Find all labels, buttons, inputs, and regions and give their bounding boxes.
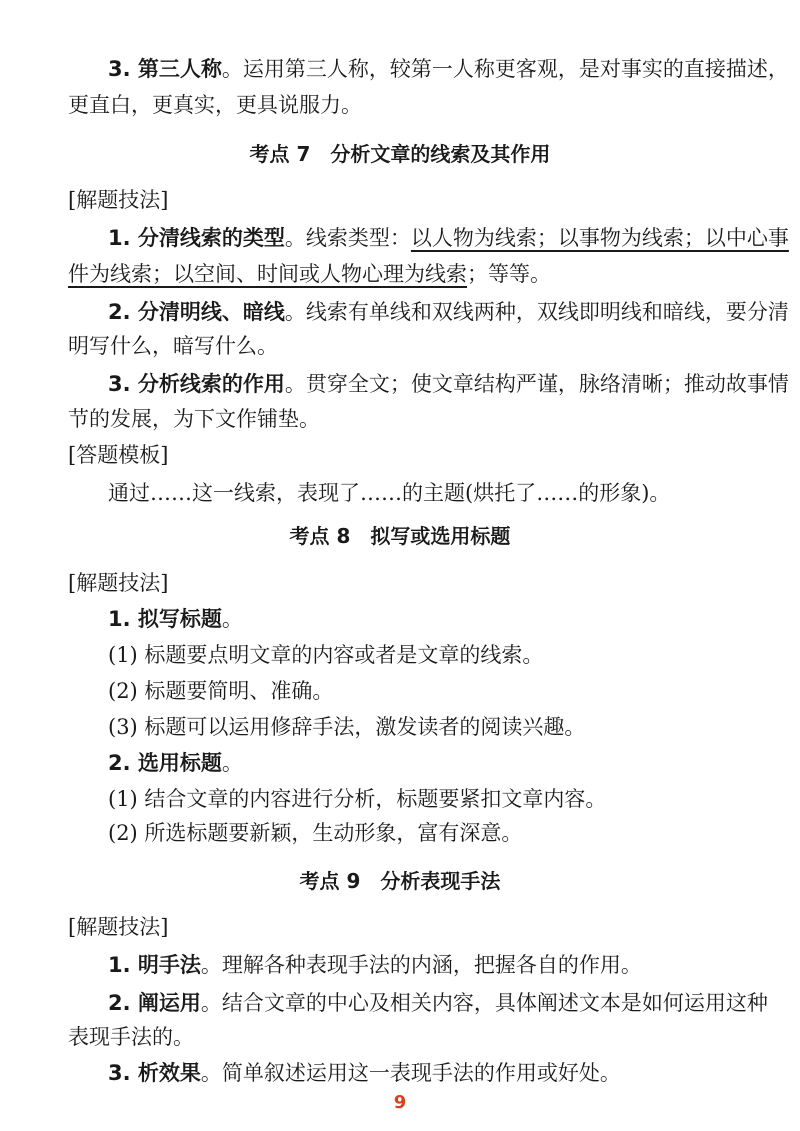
item-text: 。运用第三人称，较第一人称更客观，是对事实的直接描述，: [221, 57, 789, 81]
tag-jieti-jifa: [解题技法]: [68, 571, 169, 595]
item-text: 。线索类型：: [284, 226, 411, 250]
section-title-9: 考点 9 分析表现手法: [299, 869, 501, 893]
item-label: 2. 阐运用: [108, 991, 201, 1015]
item-label: 2. 选用标题: [108, 751, 222, 775]
item-label: 1. 明手法: [108, 953, 201, 977]
tag-jieti-jifa: [解题技法]: [68, 188, 169, 212]
section-title-7: 考点 7 分析文章的线索及其作用: [249, 142, 551, 166]
item-label: 1. 分清线索的类型: [108, 226, 285, 250]
point-2-clue-lines: [108, 297, 789, 327]
text-line: 节的发展，为下文作铺垫。: [68, 407, 320, 431]
item-text: 。贯穿全文；使文章结构严谨，脉络清晰；推动故事情: [284, 372, 789, 396]
item-text: 。线索有单线和双线两种，双线即明线和暗线，要分清: [284, 300, 789, 324]
page-number: 9: [393, 1092, 407, 1113]
text-line: 更直白，更真实，更具说服力。: [68, 93, 362, 117]
item-label: 3. 分析线索的作用: [108, 372, 285, 396]
sub-item: (2) 所选标题要新颖，生动形象，富有深意。: [108, 821, 523, 845]
item-text: 。: [221, 751, 243, 775]
point-3-clue-function: [108, 369, 789, 399]
answer-template: 通过……这一线索，表现了……的主题(烘托了……的形象)。: [108, 481, 671, 505]
point-1-write-title: [108, 604, 738, 634]
text-line: 表现手法的。: [68, 1025, 194, 1049]
point-3-third-person: [108, 54, 789, 84]
point-1-identify-technique: [108, 950, 738, 980]
item-text: 。简单叙述运用这一表现手法的作用或好处。: [200, 1061, 621, 1085]
item-label: 1. 拟写标题: [108, 607, 222, 631]
item-text: 。理解各种表现手法的内涵，把握各自的作用。: [200, 953, 642, 977]
point-3-analyze-effect: [108, 1058, 738, 1088]
sub-item: (1) 标题要点明文章的内容或者是文章的线索。: [108, 643, 544, 667]
item-text: 。: [221, 607, 243, 631]
section-title-8: 考点 8 拟写或选用标题: [289, 524, 511, 548]
text-tail: ；等等。: [467, 262, 551, 286]
point-1-clue-type: [108, 223, 789, 253]
point-2-explain-use: [108, 988, 768, 1018]
sub-item: (2) 标题要简明、准确。: [108, 679, 334, 703]
sub-item: (1) 结合文章的内容进行分析，标题要紧扣文章内容。: [108, 787, 607, 811]
tag-jieti-jifa: [解题技法]: [68, 915, 169, 939]
item-text: 。结合文章的中心及相关内容，具体阐述文本是如何运用这种: [200, 991, 768, 1015]
text-line: 明写什么，暗写什么。: [68, 334, 278, 358]
underlined-text: 以人物为线索；以事物为线索；以中心事: [410, 226, 789, 250]
text-line: [68, 259, 738, 289]
underlined-text: 件为线索；以空间、时间或人物心理为线索: [68, 262, 467, 286]
tag-dati-muban: [答题模板]: [68, 443, 169, 467]
point-2-choose-title: [108, 748, 738, 778]
sub-item: (3) 标题可以运用修辞手法，激发读者的阅读兴趣。: [108, 715, 586, 739]
item-label: 2. 分清明线、暗线: [108, 300, 285, 324]
item-label: 3. 析效果: [108, 1061, 201, 1085]
item-label: 3. 第三人称: [108, 57, 222, 81]
